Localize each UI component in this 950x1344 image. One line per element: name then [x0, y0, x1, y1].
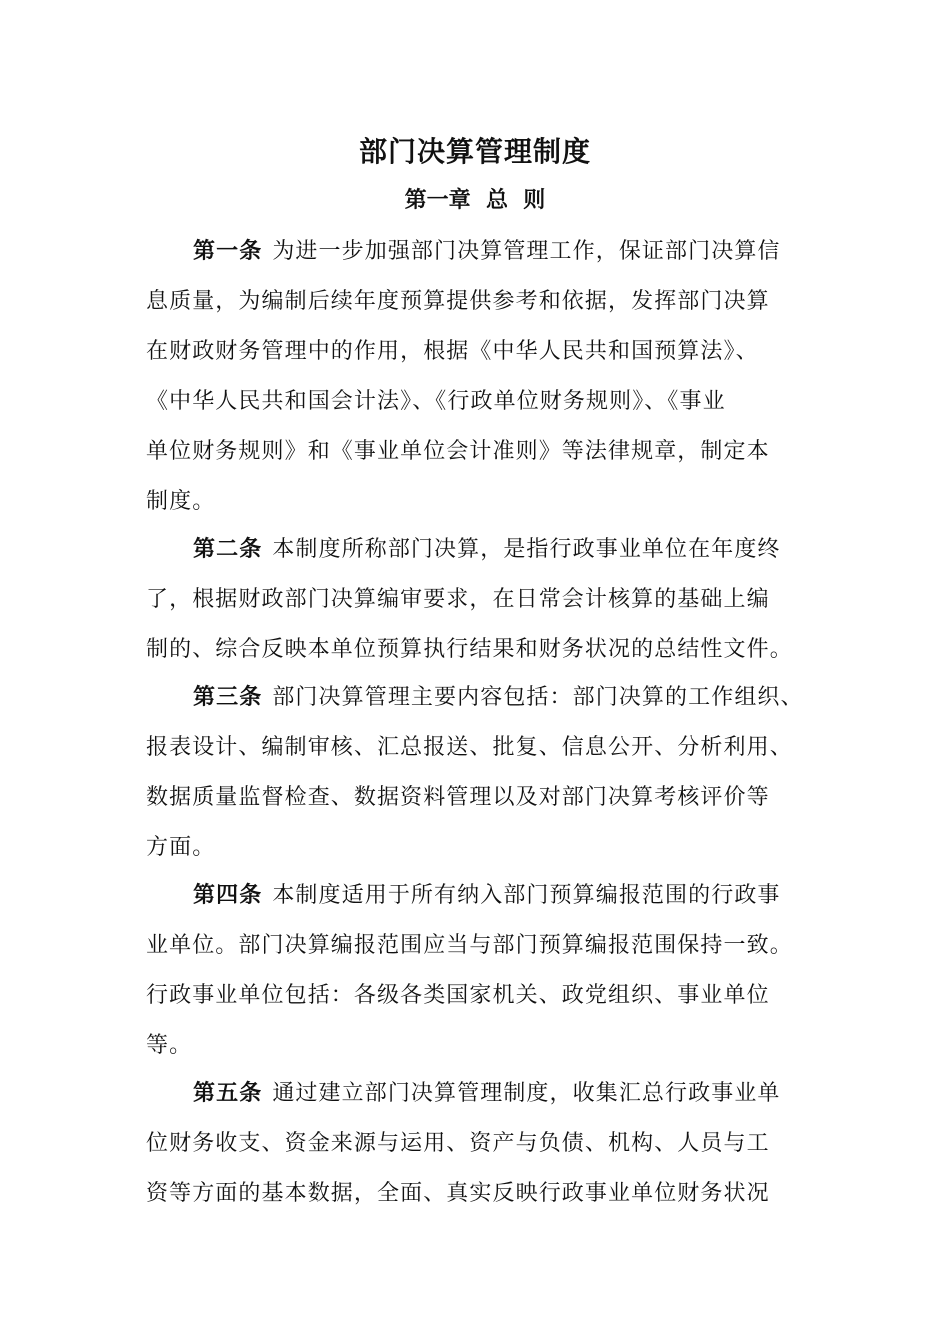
article-line: 制的、综合反映本单位预算执行结果和财务状况的总结性文件。 — [146, 637, 793, 662]
article-text: 本制度所称部门决算，是指行政事业单位在年度终 — [272, 537, 781, 562]
article-line: 报表设计、编制审核、汇总报送、批复、信息公开、分析利用、 — [146, 735, 793, 760]
article-line: 数据质量监督检查、数据资料管理以及对部门决算考核评价等 — [146, 785, 770, 810]
article-line — [146, 871, 826, 921]
article-text: 本制度适用于所有纳入部门预算编报范围的行政事 — [272, 883, 781, 908]
article-line: 了，根据财政部门决算编审要求，在日常会计核算的基础上编 — [146, 587, 770, 612]
article-1 — [146, 227, 826, 527]
article-line: 业单位。部门决算编报范围应当与部门预算编报范围保持一致。 — [146, 933, 793, 958]
article-heading: 第一条 — [193, 239, 263, 264]
article-line: 制度。 — [146, 489, 216, 514]
article-3 — [146, 673, 826, 873]
article-line — [146, 525, 826, 575]
article-heading: 第四条 — [193, 883, 263, 908]
chapter-heading: 第一章 总 则 — [404, 188, 546, 213]
article-text: 为进一步加强部门决算管理工作，保证部门决算信 — [272, 239, 781, 264]
article-line: 资等方面的基本数据，全面、真实反映行政事业单位财务状况 — [146, 1181, 770, 1206]
article-heading: 第二条 — [193, 537, 263, 562]
article-line: 《中华人民共和国会计法》、《行政单位财务规则》、《事业 — [146, 389, 726, 414]
article-line: 位财务收支、资金来源与运用、资产与负债、机构、人员与工 — [146, 1131, 770, 1156]
article-line — [146, 1069, 826, 1119]
article-line — [146, 673, 826, 723]
article-line: 方面。 — [146, 835, 216, 860]
article-2 — [146, 525, 826, 675]
article-line: 在财政财务管理中的作用，根据《中华人民共和国预算法》、 — [146, 339, 759, 364]
article-line: 单位财务规则》和《事业单位会计准则》等法律规章，制定本 — [146, 439, 770, 464]
article-line: 息质量，为编制后续年度预算提供参考和依据，发挥部门决算 — [146, 289, 770, 314]
document-title: 部门决算管理制度 — [358, 135, 591, 168]
article-4 — [146, 871, 826, 1071]
article-text: 通过建立部门决算管理制度，收集汇总行政事业单 — [272, 1081, 781, 1106]
article-text: 部门决算管理主要内容包括：部门决算的工作组织、 — [272, 685, 804, 710]
article-heading: 第五条 — [193, 1081, 263, 1106]
article-line: 等。 — [146, 1033, 193, 1058]
article-line — [146, 227, 826, 277]
article-heading: 第三条 — [193, 685, 263, 710]
article-5 — [146, 1069, 826, 1219]
article-line: 行政事业单位包括：各级各类国家机关、政党组织、事业单位 — [146, 983, 770, 1008]
